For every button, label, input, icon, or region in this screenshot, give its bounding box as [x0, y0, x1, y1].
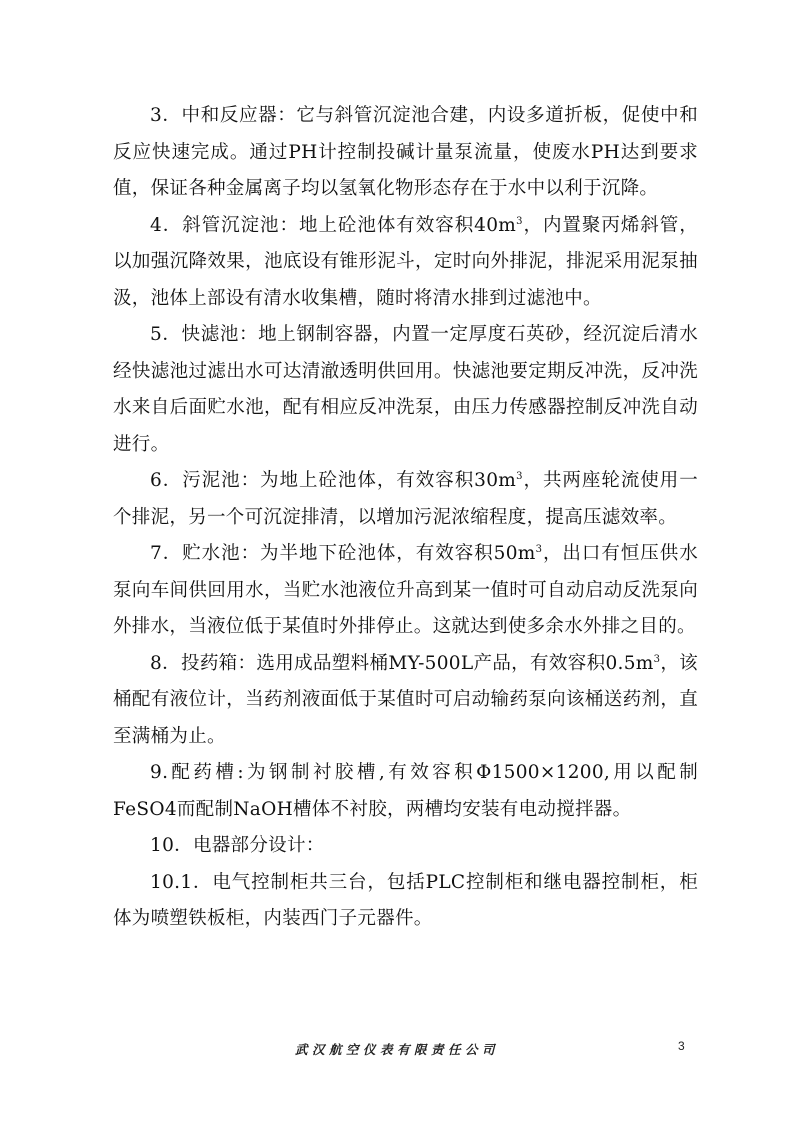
- footer-company-name: 武汉航空仪表有限责任公司: [294, 1042, 499, 1057]
- storage-text-start: 7．贮水池：为半地下砼池体，有效容积50m: [150, 543, 536, 564]
- document-body: [113, 98, 698, 938]
- dosing-text-start: 8．投药箱：选用成品塑料桶MY-500L产品，有效容积0.5m: [150, 652, 654, 674]
- settler-text-end: 加强沉降效果，池底设有锥形泥斗，定时向外排泥，排泥采用泥泵抽汲，池体上部设有清水收集槽，随时将清水排到过滤池中。: [113, 251, 698, 309]
- storage-text-end: ，出口有恒压供水泵向车间供回用水，当贮水池液位升高到某一值时可自动启动反洗泵向外排水，当液位低于某值时外排停止。这就达到使多余水外排之目的。: [113, 543, 698, 637]
- paragraph-electrical-design: 10．电器部分设计：: [150, 835, 325, 856]
- settler-text-mid: ，内置聚丙烯斜管，以: [113, 214, 699, 272]
- settler-text-start: 4．斜管沉淀池：地上砼池体有效容积40m: [150, 214, 517, 236]
- paragraph-storage-tank: [113, 536, 698, 646]
- paragraph-control-cabinet: 10.1．电气控制柜共三台，包括PLC控制柜和继电器控制柜，柜体为喷塑铁板柜，内装西门子元器件。: [113, 871, 698, 929]
- paragraph-dosing-box: [113, 646, 698, 756]
- paragraph-chemical-tank: 9.配药槽:为钢制衬胶槽,有效容积Φ1500×1200,用以配制FeSO4而配制NaOH槽体不衬胶，两槽均安装有电动搅拌器。: [113, 762, 698, 820]
- paragraph-inclined-tube-settler: [113, 208, 698, 318]
- page-footer: [0, 1040, 794, 1062]
- paragraph-sludge-tank: [113, 463, 698, 536]
- page-number: 3: [678, 1039, 685, 1053]
- sludge-text-end: ，共两座轮流使用一个排泥，另一个可沉淀排清，以增加污泥浓缩程度，提高压滤效率。: [113, 470, 699, 528]
- superscript-cubic: 3: [535, 543, 543, 555]
- paragraph-neutralization-reactor: 3．中和反应器：它与斜管沉淀池合建，内设多道折板，促使中和反应快速完成。通过PH计控制投碱计量泵流量，使废水PH达到要求值，保证各种金属离子均以氢氧化物形态存在于水中以利于沉降。: [113, 105, 698, 199]
- dosing-text-end: ，该桶配有液位计，当药剂液面低于某值时可启动输药泵向该桶送药剂，直至满桶为止。: [113, 652, 698, 747]
- superscript-cubic: 3: [516, 470, 523, 482]
- paragraph-fast-filter: 5．快滤池：地上钢制容器，内置一定厚度石英砂，经沉淀后清水经快滤池过滤出水可达清澈透明供回用。快滤池要定期反冲洗，反冲洗水来自后面贮水池，配有相应反冲洗泵，由压力传感器控制反冲洗自动进行。: [113, 324, 698, 455]
- superscript-cubic: 3: [653, 653, 661, 665]
- superscript-cubic: 3: [516, 215, 523, 227]
- sludge-text-start: 6．污泥池：为地上砼池体，有效容积30m: [150, 470, 517, 491]
